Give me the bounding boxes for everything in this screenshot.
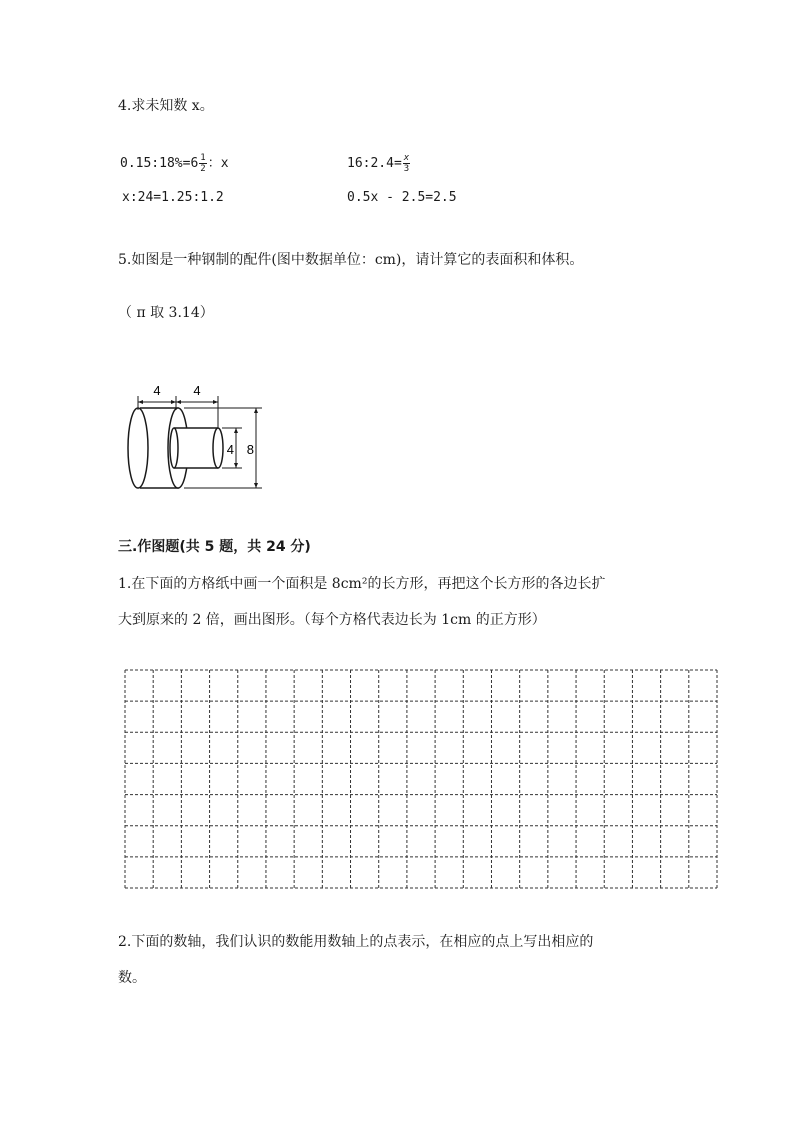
fraction-numerator: 1	[200, 153, 206, 163]
length-label-1: 4	[153, 383, 161, 398]
small-diameter-label: 4	[226, 442, 234, 457]
large-diameter-label: 8	[246, 442, 254, 457]
small-cylinder-back	[170, 428, 178, 468]
equation-2	[347, 153, 411, 174]
fraction-denominator: 2	[200, 164, 206, 174]
grid-paper[interactable]	[124, 669, 718, 889]
equation-3: x:24=1.25:1.2	[122, 190, 224, 205]
section-3-q1-line-2: 大到原来的 2 倍，画出图形。（每个方格代表边长为 1cm 的正方形）	[118, 612, 546, 628]
section-3-q2-line-2: 数。	[118, 970, 146, 986]
length-label-2: 4	[193, 383, 201, 398]
q5-title: 5.如图是一种钢制的配件(图中数据单位：cm)，请计算它的表面积和体积。	[118, 252, 584, 268]
equation-4: 0.5x - 2.5=2.5	[347, 190, 457, 205]
section-3-q2-line-1: 2.下面的数轴，我们认识的数能用数轴上的点表示，在相应的点上写出相应的	[118, 934, 594, 950]
fraction-numerator: x	[403, 153, 410, 163]
section-3-q1-line-1: 1.在下面的方格纸中画一个面积是 8cm²的长方形，再把这个长方形的各边长扩	[118, 576, 606, 592]
large-cylinder-back	[128, 408, 148, 488]
steel-part-figure	[118, 376, 268, 492]
section-3-heading: 三.作图题(共 5 题，共 24 分)	[118, 539, 311, 555]
fraction-denominator: 3	[403, 164, 410, 174]
equation-1-right: ：x	[207, 156, 229, 171]
q4-title: 4.求未知数 x。	[118, 98, 214, 114]
equation-2-left: 16:2.4=	[347, 156, 402, 171]
equation-2-fraction	[403, 153, 410, 174]
small-cylinder-face	[213, 428, 223, 468]
equation-1-fraction	[199, 153, 206, 174]
equation-1	[120, 153, 229, 174]
equation-1-left: 0.15:18%=6	[120, 156, 199, 171]
pi-note: （ π 取 3.14）	[118, 305, 214, 321]
